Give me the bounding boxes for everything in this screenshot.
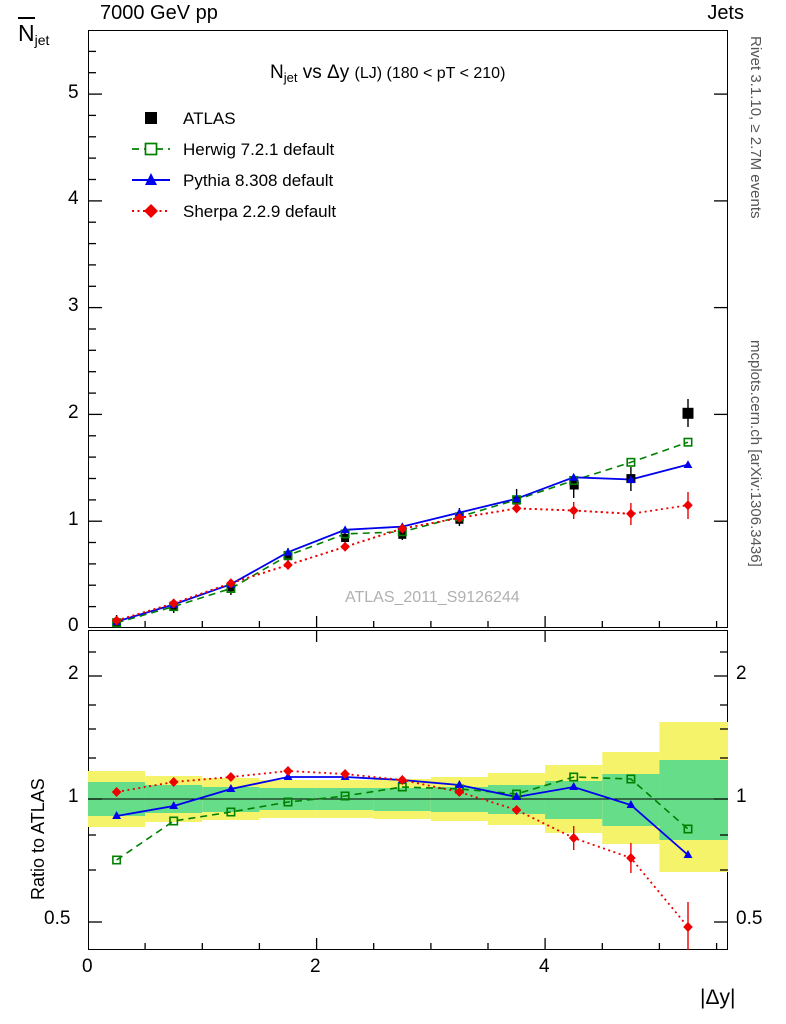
legend-sample-pythia xyxy=(132,173,170,185)
ratio-ytick-2-right: 2 xyxy=(736,663,747,684)
main-ytick-4: 4 xyxy=(68,188,79,209)
analysis-watermark: ATLAS_2011_S9126244 xyxy=(345,589,520,606)
ratio-ytick-0.5-right: 0.5 xyxy=(736,908,763,929)
legend-label-herwig: Herwig 7.2.1 default xyxy=(183,140,335,159)
main-ytick-2: 2 xyxy=(68,402,79,423)
ratio-plot-canvas xyxy=(88,630,728,950)
ratio-ytick-1-right: 1 xyxy=(736,786,747,807)
main-plot-title: $N_{jet}$ vs Δy (LJ) (180 < pT < 210) xyxy=(270,62,506,85)
ratio-uncertainty-bands xyxy=(88,722,728,872)
x-axis-label: |Δy| xyxy=(700,986,736,1009)
legend-label-pythia: Pythia 8.308 default xyxy=(183,171,334,190)
legend-sample-herwig xyxy=(132,144,170,155)
main-ytick-0: 0 xyxy=(68,615,79,636)
xtick-0: 0 xyxy=(82,956,93,977)
main-ytick-1: 1 xyxy=(68,509,79,530)
main-y-axis-label: Njet xyxy=(18,20,49,48)
header-analysis-label: Jets xyxy=(707,2,744,24)
right-margin-mcplots: mcplots.cern.ch [arXiv:1306.3436] xyxy=(747,340,764,567)
legend-sample-atlas xyxy=(145,112,157,124)
legend-label-sherpa: Sherpa 2.2.9 default xyxy=(183,202,337,221)
plot-page: 7000 GeV pp Jets Rivet 3.1.10, ≥ 2.7M events mcplots.cern.ch [arXiv:1306.3436] Njet $N_{jet}$ vs Δy (LJ) (180 < pT < 210) 0 1 2 3 4 5 ATLAS Herwig 7.2.1 default Pythia 8.308 default Sherpa 2.2.9 default ATLAS_2011_S9126244 0.5 1 2 0.5 1 2 Ratio to ATLAS 0 2 4 |Δy| xyxy=(0,0,786,1024)
legend-label-atlas: ATLAS xyxy=(183,109,236,128)
legend-sample-sherpa xyxy=(132,204,170,218)
xtick-2: 2 xyxy=(310,956,321,977)
ratio-ytick-2-left: 2 xyxy=(68,663,79,684)
ratio-ytick-0.5-left: 0.5 xyxy=(44,908,71,929)
right-margin-rivet: Rivet 3.1.10, ≥ 2.7M events xyxy=(747,36,764,219)
main-ytick-3: 3 xyxy=(68,295,79,316)
main-ytick-5: 5 xyxy=(68,82,79,103)
header-beam-label: 7000 GeV pp xyxy=(100,2,218,24)
ratio-ytick-1-left: 1 xyxy=(68,786,79,807)
xtick-4: 4 xyxy=(539,956,550,977)
